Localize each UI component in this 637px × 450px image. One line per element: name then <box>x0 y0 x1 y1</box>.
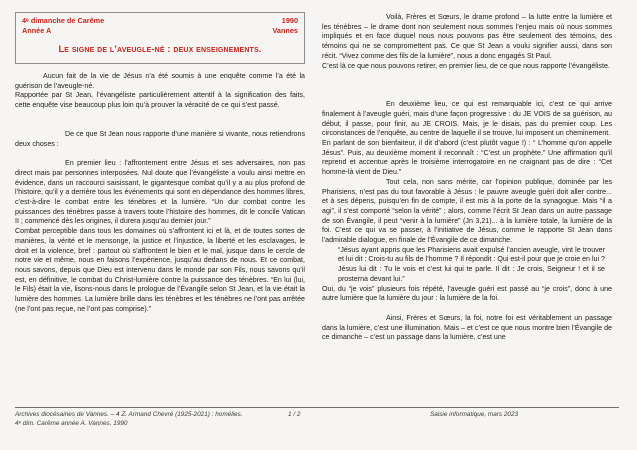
paragraph: En deuxième lieu, ce qui est remarquable ici, c’est ce qui arrive finalement à l’aveugle guéri, mais d’une façon progressive : du JE VOIS de sa guérison, au début, il passe, pour finir, au JE CROIS. Mais, je le disais, pas du premier coup. Les circonstances de l’enquête, au centre de laquelle il se trouve, lui imposent un cheminement. <box>322 100 612 138</box>
paragraph: En premier lieu : l’affrontement entre Jésus et ses adversaires, non pas direct mais par personnes interposées. Nul doute que l’évangéliste a voulu ainsi mettre en évidence, dans un raccourci saisissant, le gigantesque combat qu’il y a au plus profond de l’histoire, qu’il y a derrière tous les événements qui sont en dépendance des hommes libres, c’est-à-dire le combat entre les ténèbres et la lumière. “Un dur combat contre les puissances des ténèbres passe à travers toute l’histoire des hommes, dit le concile Vatican II ; commencé dès les origines, il durera jusqu’au dernier jour.” <box>15 159 305 226</box>
paragraph: En parlant de son bienfaiteur, il dit d’abord (c’est plutôt vague !) : “ L’homme qu’on appelle Jésus”. Puis, au deuxième moment il reconnaît : “C’est un prophète.” Une affirmation qu’il reprend et accentue après le troisième interrogatoire en ne craignant pas de dire : “Cet homme-là vient de Dieu.” <box>322 139 612 177</box>
paragraph: C’est là ce que nous pouvons retirer, en premier lieu, de ce que nous rapporte l’évangéliste. <box>322 61 610 70</box>
left-column-text <box>15 72 305 314</box>
occasion-line: 4ᵉ dimanche de Carême <box>22 16 105 25</box>
paragraph: Tout cela, non sans mérite, car l’opinion publique, dominée par les Pharisiens, n’est pas du tout favorable à Jésus : le pauvre aveugle guéri doit aller contre... et à ses dépens, puisqu’en fin de compte, il est mis à la porte de la synagogue. Mais “il a agi”, il s’est comporté “selon la vérité” ; alors, comme l’écrit St Jean dans un autre passage de son Évangile, il peut “venir à la lumière” (Jn 3,21)... à la lumière totale, la lumière de la foi. C’est ce qui va se passer, à l’initiative de Jésus, comme le rapporte St Jean dans l’admirable dialogue, en finale de l’Évangile de ce dimanche. <box>322 177 612 245</box>
cycle-line: Année A <box>22 25 52 35</box>
page-number: 1 / 2 <box>288 411 301 418</box>
year-line: 1990 <box>281 16 298 25</box>
archive-reference: Archives diocésaines de Vannes. – 4 Z. Armand Chevré (1925-2021) : homélies. <box>15 411 243 418</box>
paragraph: De ce que St Jean nous rapporte d’une manière si vivante, nous retiendrons deux choses : <box>15 129 305 148</box>
page-footer <box>15 407 619 429</box>
paragraph: Oui, du “je vois” plusieurs fois répété, l’aveugle guéri est passé au “je crois”, donc à une autre lumière que la lumière du jour : la lumière de la foi. <box>322 284 612 303</box>
footer-row <box>15 411 619 420</box>
homily-title: Le signe de l’aveugle-né : deux enseignements. <box>58 44 262 54</box>
right-column <box>322 0 612 393</box>
left-column <box>15 0 305 393</box>
paragraph: Rapportée par St Jean, l’évangéliste particulièrement attentif à la signification des faits, cette enquête vise beaucoup plus loin qu’à prouver la véracité de ce qui s’est passé. <box>15 91 305 110</box>
header-row <box>22 16 298 35</box>
typing-note: Saisie informatique, mars 2023 <box>430 411 519 418</box>
header-right <box>272 16 298 35</box>
paragraph: Aucun fait de la vie de Jésus n’a été soumis à une enquête comme l’a été la guérison de l’aveugle-né. <box>15 72 305 90</box>
paragraph: Ainsi, Frères et Sœurs, la foi, notre foi est véritablement un passage dans la lumière, c’est une illumination. Mais – et c’est ce que nous montre bien l’Évangile de ce dimanche – c’est un passage dans la lumière, c’est une <box>322 313 612 342</box>
paragraph: Voilà, Frères et Sœurs, le drame profond – la lutte entre la lumière et les ténèbres – le drame dont non seulement nous sommes l’enjeu mais où nous sommes impliqués et en face duquel nous nous pouvons pas être seulement des témoins, des témoins qui ne se compromettent pas. Ce que St Jean a voulu signifier aussi, dans son récit. “Vivez comme des fils de la lumière”, nous a donc engagés St Paul. <box>322 13 612 60</box>
header-box <box>15 12 305 64</box>
two-column-layout <box>15 0 612 393</box>
paragraph: Combat perceptible dans tous les domaines où s’affrontent ici et là, et de toutes sortes de manières, la vérité et le mensonge, la justice et l’injustice, la liberté et les esclavages, le droit et la violence, bref : partout où s’affrontent le bien et le mal, jusque dans le cercle de notre vie et même, nous en faisons l’expérience, jusqu’au dedans de nous. Et ce combat, nous savons, depuis que Dieu est intervenu dans le monde par son Fils, nous savons qu’il est, en définitive, le combat du Christ-lumière contre la puissance des ténèbres. “En lui (lui, le Fils) était la vie, lisons-nous dans le prologue de l’Évangile selon St Jean, et la vie était la lumière des hommes. La lumière brille dans les ténèbres et les ténèbres ne l’ont pas arrêtée (ne l’ont pas reçue, ne l’ont pas comprise).” <box>15 227 305 313</box>
place-line: Vannes <box>272 25 298 35</box>
document-reference: 4ᵉ dim. Carême année A. Vannes, 1990 <box>15 419 128 427</box>
header-left <box>22 16 104 35</box>
scripture-quote: “Jésus ayant appris que les Pharisiens avait expulsé l’ancien aveugle, vint le trouver et lui dit : Crois-tu au fils de l’homme ? Il répondit : Qui est-il pour que je croie en lui ? Jésus lui dit : Tu le vois et c’est lui qui te parle. Il dit : Je crois, Seigneur ! et il se prosterna devant lui.” <box>338 245 605 283</box>
